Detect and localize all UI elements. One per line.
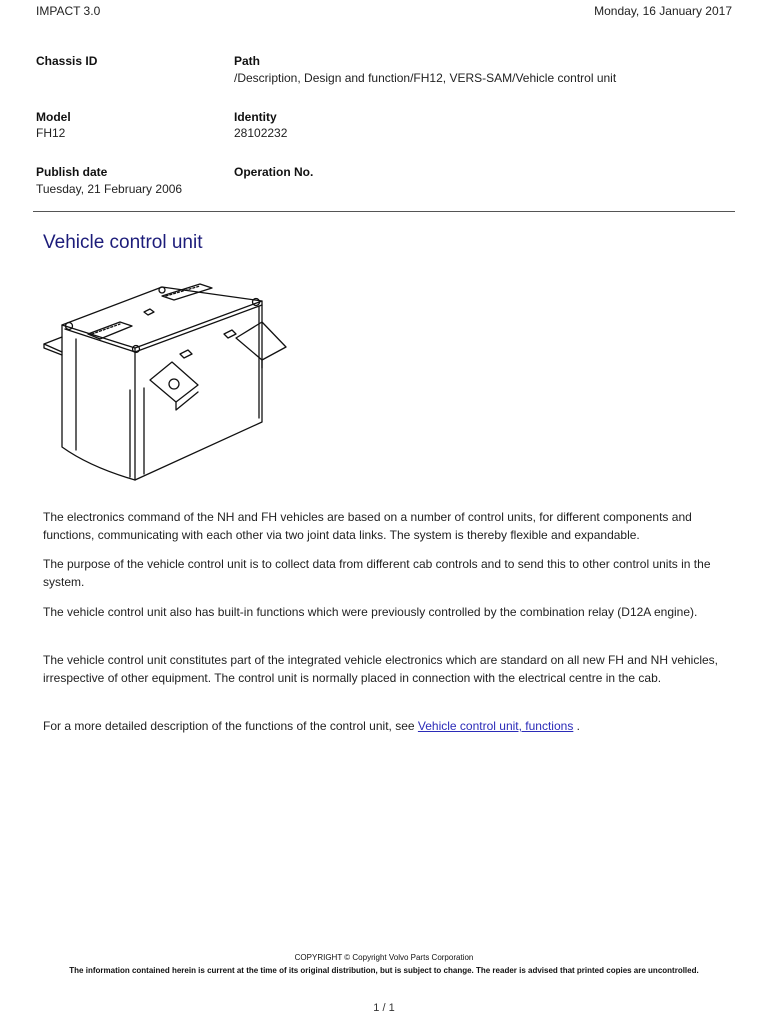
reference-paragraph	[43, 718, 723, 736]
body-paragraph: The electronics command of the NH and FH vehicles are based on a number of control units, for different components and functions, communicating with each other via two joint data links. The system is thereby flexible and expandable.	[43, 510, 692, 542]
reference-suffix: .	[573, 719, 580, 733]
reference-prefix: For a more detailed description of the functions of the control unit, see	[43, 719, 418, 733]
copyright-notice: COPYRIGHT © Copyright Volvo Parts Corporation	[294, 953, 474, 962]
header-divider	[33, 211, 735, 212]
body-paragraph: The purpose of the vehicle control unit is to collect data from different cab controls and to send this to other control units in the system.	[43, 557, 711, 589]
body-paragraph: The vehicle control unit constitutes part of the integrated vehicle electronics which are standard on all new FH and NH vehicles, irrespective of other equipment. The control unit is normally placed in connection with the electrical centre in the cab.	[43, 653, 719, 685]
body-paragraph: The vehicle control unit also has built-in functions which were previously controlled by the combination relay (D12A engine).	[43, 605, 698, 619]
app-name: IMPACT 3.0	[36, 4, 101, 18]
publish-date-label: Publish date	[36, 165, 108, 179]
model-value: FH12	[36, 126, 66, 140]
print-date: Monday, 16 January 2017	[594, 4, 732, 18]
chassis-id-label: Chassis ID	[36, 54, 98, 68]
model-label: Model	[36, 110, 71, 124]
page-indicator: 1 / 1	[373, 1002, 395, 1014]
control-unit-illustration	[40, 282, 290, 492]
identity-value: 28102232	[234, 126, 288, 140]
disclaimer-notice: The information contained herein is current at the time of its original distribution, but is subject to change. The reader is advised that printed copies are uncontrolled.	[69, 966, 699, 975]
functions-link[interactable]: Vehicle control unit, functions	[417, 719, 574, 733]
operation-no-label: Operation No.	[234, 165, 314, 179]
publish-date-value: Tuesday, 21 February 2006	[36, 182, 183, 196]
identity-label: Identity	[234, 110, 277, 124]
document-title: Vehicle control unit	[43, 232, 203, 253]
path-value: /Description, Design and function/FH12, VERS-SAM/Vehicle control unit	[234, 71, 617, 85]
path-label: Path	[234, 54, 261, 68]
